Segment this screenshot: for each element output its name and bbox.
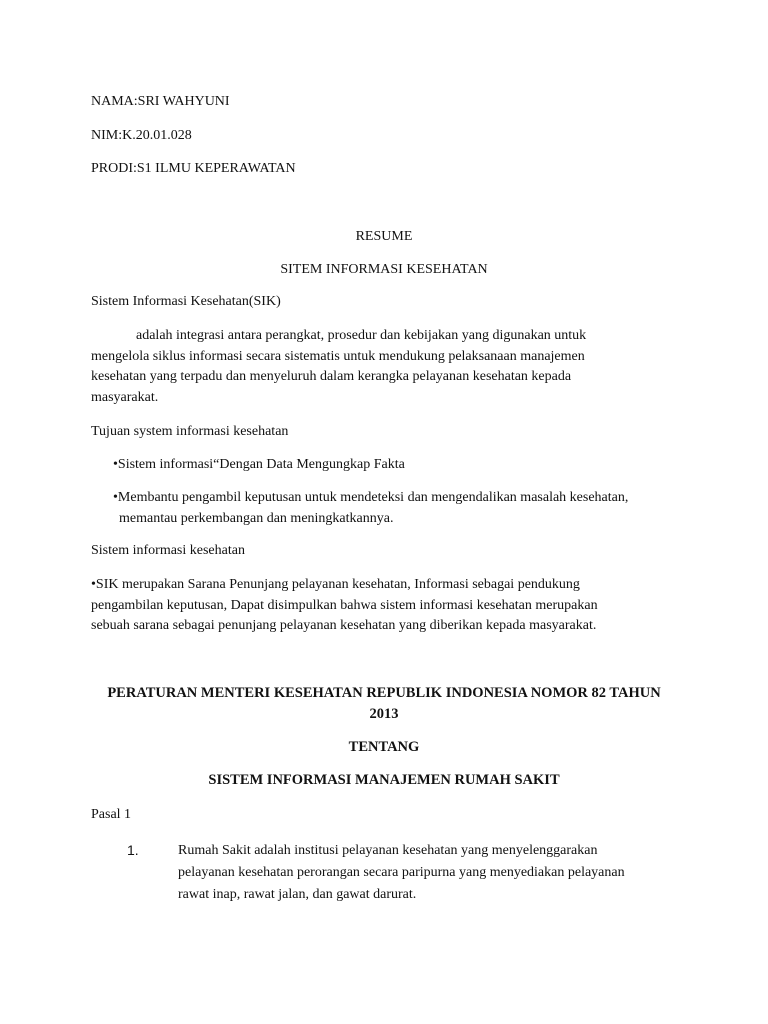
tujuan-bullet-2: •Membantu pengambil keputusan untuk mendeteksi dan mengendalikan masalah kesehatan,: [113, 490, 629, 505]
resume-title: RESUME: [355, 229, 413, 244]
sik-paragraph-line: mengelola siklus informasi secara sistematis untuk mendukung pelaksanaan manajemen: [91, 348, 585, 364]
sik-paragraph-line: adalah integrasi antara perangkat, prosedur dan kebijakan yang digunakan untuk: [136, 328, 587, 343]
tujuan-heading: Tujuan system informasi kesehatan: [91, 424, 289, 439]
pasal-item-number: 1.: [127, 842, 139, 858]
peraturan-title-line-2: 2013: [369, 706, 399, 722]
student-nim: NIM:K.20.01.028: [91, 128, 192, 143]
pasal-item-line: pelayanan kesehatan perorangan secara paripurna yang menyediakan pelayanan: [178, 865, 625, 880]
sik-paragraph: [91, 326, 681, 408]
resume-subtitle: SITEM INFORMASI KESEHATAN: [280, 262, 488, 277]
pasal-item-line: Rumah Sakit adalah institusi pelayanan kesehatan yang menyelenggarakan: [178, 843, 598, 858]
pasal-item-text: [178, 840, 678, 906]
peraturan-title-line-1: PERATURAN MENTERI KESEHATAN REPUBLIK INDONESIA NOMOR 82 TAHUN: [107, 685, 661, 701]
pasal-item-line: rawat inap, rawat jalan, dan gawat darurat.: [178, 887, 417, 902]
peraturan-judul: SISTEM INFORMASI MANAJEMEN RUMAH SAKIT: [208, 772, 560, 788]
sik-paragraph-line: kesehatan yang terpadu dan menyeluruh dalam kerangka pelayanan kesehatan kepada: [91, 369, 572, 384]
sistem-paragraph: [91, 575, 681, 637]
sik-heading: Sistem Informasi Kesehatan(SIK): [91, 294, 281, 309]
sistem-paragraph-line: pengambilan keputusan, Dapat disimpulkan bahwa sistem informasi kesehatan merupakan: [91, 597, 598, 613]
pasal-label: Pasal 1: [91, 807, 132, 822]
tujuan-bullet-1: •Sistem informasi“Dengan Data Mengungkap Fakta: [113, 457, 405, 472]
sistem-paragraph-line: •SIK merupakan Sarana Penunjang pelayanan kesehatan, Informasi sebagai pendukung: [91, 577, 580, 592]
sistem-heading: Sistem informasi kesehatan: [91, 543, 245, 558]
sistem-paragraph-line: sebuah sarana sebagai penunjang pelayanan kesehatan yang diberikan kepada masyarakat.: [91, 618, 597, 633]
sik-paragraph-line: masyarakat.: [91, 389, 159, 405]
peraturan-tentang: TENTANG: [348, 739, 420, 755]
tujuan-bullet-2-continuation: memantau perkembangan dan meningkatkannya.: [119, 511, 394, 526]
student-prodi: PRODI:S1 ILMU KEPERAWATAN: [91, 161, 296, 176]
student-name: NAMA:SRI WAHYUNI: [91, 94, 230, 109]
